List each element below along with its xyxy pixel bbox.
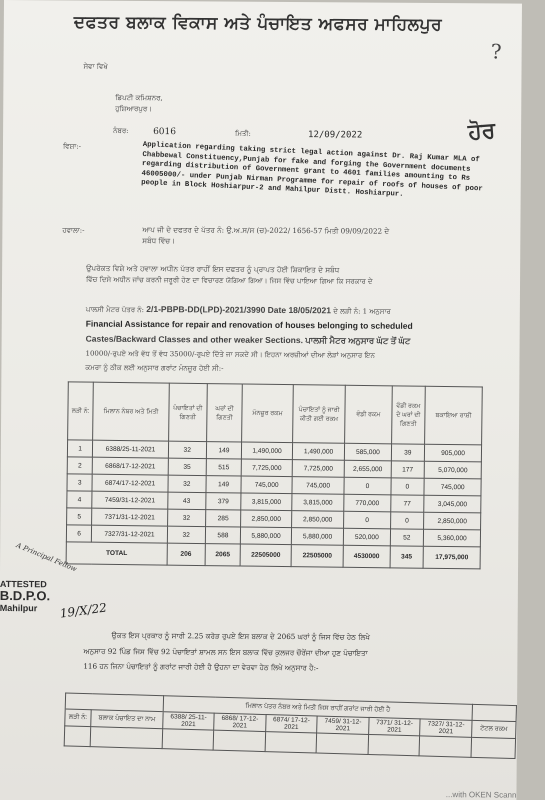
table-cell: 515 — [206, 459, 242, 476]
col-header: ਲੜੀ ਨੰ: — [65, 709, 91, 727]
table-cell: 32 — [167, 509, 205, 526]
subject-text: Application regarding taking strict legal action against Dr. Raj Kumar MLA of Chabbewal Constituency,Punjab for fake and forging the Government documents regarding distribution of Government grant to 4601 families amounting to Rs 46005000/- under Punjab Nirman Programme for repair of roofs of houses of poor people in Block Hoshiarpur-2 and Mahilpur Distt. Hoshiarpur. — [140, 140, 483, 200]
table-cell: 6388/25-11-2021 — [93, 440, 169, 458]
total-cell: 2065 — [205, 544, 241, 566]
question-mark: ? — [490, 39, 502, 64]
table-cell: 7327/31-12-2021 — [92, 525, 168, 543]
total-row — [66, 542, 480, 569]
table-cell: 7371/31-12-2021 — [92, 508, 168, 526]
table-cell: 0 — [344, 477, 390, 495]
table-cell: 285 — [205, 510, 241, 527]
table-cell: 77 — [390, 495, 424, 512]
table-cell: 745,000 — [292, 477, 345, 495]
table-cell: 6868/17-12-2021 — [92, 457, 168, 475]
stamp-line2: B.D.P.O. — [0, 587, 51, 604]
table-cell: 379 — [205, 493, 241, 510]
stamp-line3: Mahilpur — [0, 602, 38, 614]
total-cell: 17,975,000 — [423, 546, 480, 569]
table-cell: 6 — [66, 525, 91, 542]
body-line7: ਕਮਰਾ ਨੂੰ ਠੀਕ ਲਈ ਅਨੁਸਾਰ ਗਰਾਂਟ ਮੰਨਜ਼ੂਰ ਹੋਈ ਸੀ:- — [85, 363, 224, 373]
table-cell: 745,000 — [424, 478, 481, 496]
date-label: ਮਿਤੀ: — [235, 129, 251, 138]
body-line2: ਵਿੱਚ ਦਿਸੇ ਅਧੀਨ ਜਾਂਚ ਕਰਨੀ ਜਰੂਰੀ ਹੋਣ ਦਾ ਵਿਚਾਰਣ ਯੋਗਿਆ ਗਿਆ। ਜਿਸ ਵਿੱਚ ਪਾਇਆ ਗਿਆ ਕਿ ਸਰਕਾਰ ਦੇ — [86, 275, 373, 286]
handwritten-note: A Principal Fellow — [15, 541, 78, 574]
body-line6: 10000/-ਰੁਪਏ ਅਤੇ ਵੱਧ ਤੋਂ ਵੱਧ 35000/-ਰੁਪਏ ਦਿੱਤੇ ਜਾ ਸਕਦੇ ਸੀ। ਇਹਨਾ ਅਰਜ਼ੀਆਂ ਦੀਆ ਲੋੜਾਂ ਅਨੁਸਾਰ ਇਨ — [85, 349, 375, 360]
table-cell: 2 — [67, 457, 92, 474]
col-header: ਮੰਨਜ਼ੂਰ ਰਕਮ — [242, 384, 293, 443]
table-cell: 5 — [67, 508, 92, 525]
stamp-line1: ATTESTED — [0, 578, 47, 590]
table-cell: 52 — [390, 529, 424, 546]
body-line3 — [86, 304, 391, 317]
col-header: ਟੋਟਲ ਰਕਮ — [472, 720, 516, 738]
total-cell: 206 — [167, 543, 205, 565]
table-cell: 0 — [344, 511, 390, 529]
col-header: ਪੰਚਾਇਤਾਂ ਨੂੰ ਜਾਰੀ ਕੀਤੀ ਗਈ ਰਕਮ — [292, 385, 345, 444]
table-cell: 0 — [391, 478, 425, 495]
table-cell: 5,360,000 — [423, 529, 480, 547]
body-line3-prefix: ਪਾਲਸੀ ਮੈਟਰ ਪੱਤਰ ਨੰ: — [85, 305, 145, 314]
table-cell: 7,725,000 — [242, 459, 293, 477]
table-cell: 905,000 — [425, 444, 482, 462]
table-cell: 1 — [67, 440, 92, 457]
after-line1: ਉਕਤ ਇਸ ਪ੍ਰਕਾਰ ਨੂੰ ਸਾਰੀ 2.25 ਕਰੋੜ ਰੁਪਏ ਇਸ ਬਲਾਕ ਦੇ 2065 ਘਰਾਂ ਨੂੰ ਜਿਸ ਵਿੱਚ ਹੇਠ ਲਿਖੇ — [111, 630, 370, 642]
table-cell: 39 — [391, 444, 425, 461]
total-cell: 4530000 — [343, 545, 389, 568]
table-cell: 3 — [67, 474, 92, 491]
table-cell: 7,725,000 — [292, 460, 345, 478]
reference-line2: ਸਬੰਧ ਵਿੱਚ। — [142, 235, 175, 246]
date-value: 12/09/2022 — [308, 130, 363, 141]
col-header: ਘਰਾਂ ਦੀ ਗਿਣਤੀ — [206, 384, 242, 442]
recipient-line2: ਹੁਸ਼ਿਆਰਪੁਰ। — [115, 104, 153, 114]
reference-label: ਹਵਾਲਾ:- — [62, 226, 85, 235]
col-header: ਵੰਡੀ ਰਕਮ — [345, 385, 392, 444]
col-header: ਵੰਡੀ ਰਕਮ ਦੇ ਘਰਾਂ ਦੀ ਗਿਣਤੀ — [391, 386, 425, 444]
table-cell: 1,490,000 — [292, 443, 345, 461]
recipient-line1: ਡਿਪਟੀ ਕਮਿਸ਼ਨਰ, — [115, 93, 163, 103]
attested-stamp — [0, 578, 50, 614]
total-cell: TOTAL — [66, 542, 167, 565]
table-header-row — [68, 382, 483, 445]
table-cell: 585,000 — [345, 443, 391, 461]
col-header: 7327/ 31-12-2021 — [420, 719, 472, 737]
col-header: 7459/ 31-12-2021 — [317, 716, 369, 734]
body-line4: Financial Assistance for repair and renovation of houses belonging to scheduled — [85, 318, 413, 331]
table-cell: 3,815,000 — [241, 493, 292, 511]
col-header: ਲੜੀ ਨੰ: — [68, 382, 94, 440]
col-header: ਪੰਚਾਇਤਾਂ ਦੀ ਗਿਣਤੀ — [168, 383, 207, 441]
table-cell: 5,880,000 — [241, 527, 292, 545]
col-header: ਬਲਾਕ ਪੰਚਾਇਤ ਦਾ ਨਾਮ — [91, 710, 163, 729]
after-line3: 116 ਹਨ ਜਿਨਾ ਪੰਚਾਇਤਾਂ ਨੂੰ ਗਰਾਂਟ ਜਾਰੀ ਹੋਈ ਹੈ ਉਹਨਾ ਦਾ ਵੇਰਵਾ ਹੇਠ ਲਿਖੇ ਅਨੁਸਾਰ ਹੈ:- — [83, 661, 319, 673]
total-cell: 345 — [390, 546, 424, 568]
col-header: ਬਕਾਇਆ ਰਾਸ਼ੀ — [425, 386, 483, 445]
ref-label: ਨੰਬਰ: — [113, 126, 129, 135]
table-cell: 32 — [168, 475, 206, 492]
table2-title: ਮਿਲਾਨ ਪੱਤਰ ਨੰਬਰ ਅਤੇ ਮਿਤੀ ਜਿਸ ਰਾਹੀਂ ਗਰਾਂਟ ਜਾਰੀ ਹੋਈ ਹੈ — [163, 696, 472, 721]
table-cell: 43 — [168, 492, 206, 509]
scanner-watermark: ...with OKEN Scann — [445, 790, 517, 800]
subject-label: ਵਿਸ਼ਾ:- — [62, 142, 82, 151]
table-cell: 35 — [168, 458, 206, 475]
table-cell: 588 — [205, 527, 241, 544]
col-header: 6868/ 17-12-2021 — [214, 713, 266, 731]
table-cell: 32 — [168, 441, 206, 458]
ref-number: 6016 — [153, 127, 177, 138]
table-cell: 149 — [206, 476, 242, 493]
table-cell: 6874/17-12-2021 — [92, 474, 168, 492]
body-line3-suffix: ਦੇ ਲੜੀ ਨੰ: 1 ਅਨੁਸਾਰ — [333, 307, 391, 316]
table-cell: 2,850,000 — [424, 512, 481, 530]
handwritten-side-mark: ਹੋਰ — [466, 117, 497, 146]
office-title: ਦਫਤਰ ਬਲਾਕ ਵਿਕਾਸ ਅਤੇ ਪੰਚਾਇਤ ਅਫਸਰ ਮਾਹਿਲਪੁਰ — [73, 12, 443, 36]
col-header: 6388/ 25-11-2021 — [163, 712, 215, 730]
table-cell: 2,655,000 — [344, 460, 390, 478]
table-cell: 770,000 — [344, 494, 390, 512]
table-cell: 745,000 — [241, 476, 292, 494]
table-cell: 520,000 — [344, 528, 390, 546]
panchayat-table — [64, 692, 517, 759]
table-cell: 3,045,000 — [424, 495, 481, 513]
table-cell: 149 — [206, 442, 242, 459]
body-line5: Castes/Backward Classes and other weaker Sections. ਪਾਲਸੀ ਮੈਟਰ ਅਨੁਸਾਰ ਘੱਟ ਤੋਂ ਘੱਟ — [85, 333, 411, 346]
total-cell: 22505000 — [240, 544, 291, 567]
table-cell: 2,850,000 — [291, 511, 344, 529]
grant-table — [66, 381, 483, 569]
table-cell: 5,880,000 — [291, 528, 344, 546]
col-header: ਮਿਲਾਨ ਨੰਬਰ ਅਤੇ ਮਿਤੀ — [93, 382, 169, 441]
salutation: ਸੇਵਾ ਵਿਖੇ — [83, 62, 108, 71]
table-cell: 2,850,000 — [241, 510, 292, 528]
after-line2: ਅਨੁਸਾਰ 92 ਪਿੰਡ ਜਿਸ ਵਿੱਚ 92 ਪੰਚਾਇਤਾਂ ਸ਼ਾਮਲ ਸਨ ਇਸ ਬਲਾਕ ਵਿੱਚ ਕੁਲਜਰ ਚੌਰੇਂਜਾ ਦੀਆ ਹੁਣ ਪੰਚਾਇਤਾ — [83, 646, 368, 658]
col-header: 7371/ 31-12-2021 — [368, 717, 420, 735]
policy-ref: 2/1-PBPB-DD(LPD)-2021/3990 Date 18/05/2021 — [146, 304, 332, 316]
col-header: 6874/ 17-12-2021 — [265, 715, 317, 733]
table-cell: 3,815,000 — [292, 494, 345, 512]
total-cell: 22505000 — [291, 545, 344, 568]
table-cell: 4 — [67, 491, 92, 508]
table-cell: 5,070,000 — [424, 461, 481, 479]
body-line1: ਉਪਰੋਕਤ ਵਿਸ਼ੇ ਅਤੇ ਹਵਾਲਾ ਅਧੀਨ ਪੱਤਰ ਰਾਹੀਂ ਇਸ ਦਫਤਰ ਨੂੰ ਪ੍ਰਾਪਤ ਹੋਈ ਸ਼ਿਕਾਇਤ ਦੇ ਸਬੰਧ — [86, 263, 340, 275]
table-cell: 7459/31-12-2021 — [92, 491, 168, 509]
reference-line1: ਆਪ ਜੀ ਦੇ ਦਫਤਰ ਦੇ ਪੱਤਰ ਨੰ: ਉ.ਅ.ਸ/ਸ (ਚ)-2022/ 1656-57 ਮਿਤੀ 09/09/2022 ਦੇ — [142, 224, 390, 236]
table-cell: 32 — [167, 526, 205, 543]
table-cell: 0 — [390, 512, 424, 529]
table-cell: 1,490,000 — [242, 442, 293, 460]
handwritten-date: 19/X/22 — [59, 600, 108, 621]
table-cell: 177 — [391, 461, 425, 478]
